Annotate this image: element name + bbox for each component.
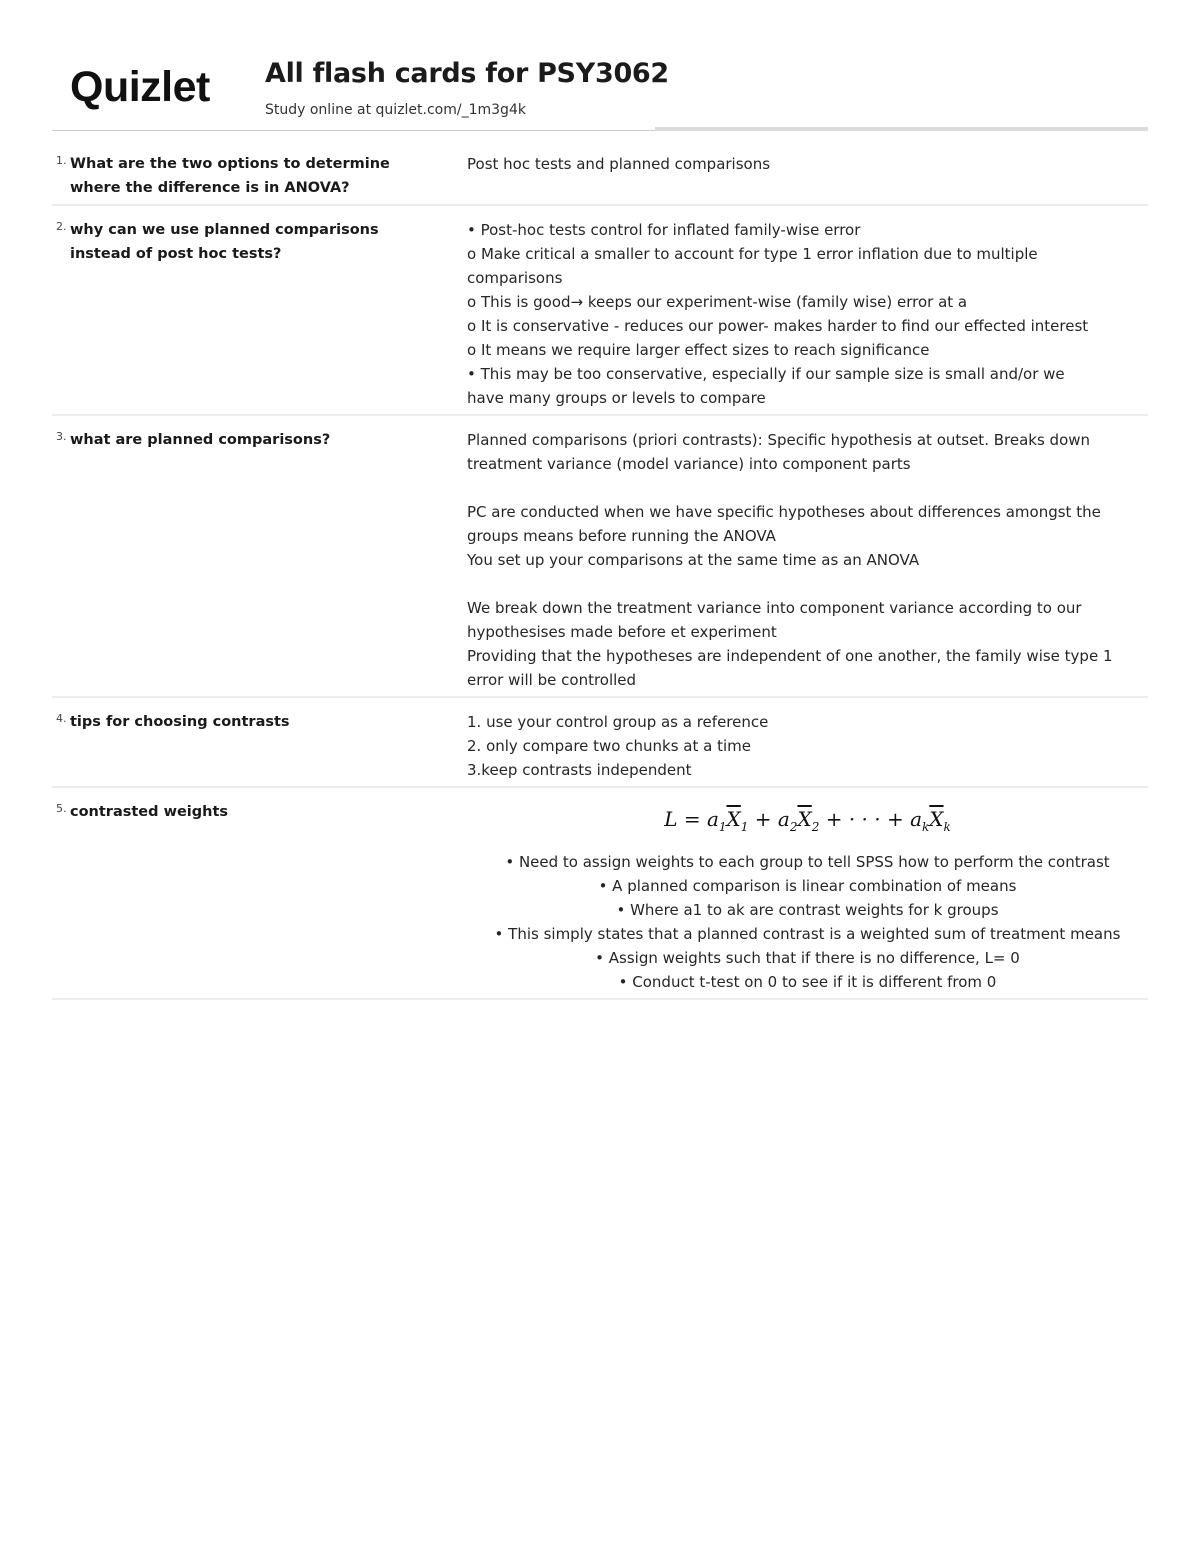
page-header	[52, 52, 1148, 130]
definition-line: Post hoc tests and planned comparisons	[467, 155, 771, 173]
definition-line: • Assign weights such that if there is no difference, L= 0	[595, 949, 1020, 967]
definition-line: • A planned comparison is linear combination of means	[598, 877, 1017, 895]
definition-line: comparisons	[467, 269, 563, 287]
contrast-formula: $L = a_1\overline{X}_1 + a_2\overline{X}_2$ + · · · + $a_k\overline{X}_k$	[664, 807, 951, 834]
card-term: what are planned comparisons?	[70, 432, 331, 448]
definition-line: o This is good→ keeps our experiment-wise (family wise) error at a	[467, 293, 968, 311]
flashcard	[52, 146, 1148, 206]
definition-line: treatment variance (model variance) into component parts	[467, 455, 911, 473]
definition-line: Planned comparisons (priori contrasts): Specific hypothesis at outset. Breaks down	[467, 431, 1091, 449]
definition-line: error will be controlled	[467, 671, 637, 689]
definition-line: • Need to assign weights to each group to tell SPSS how to perform the contrast	[505, 853, 1110, 871]
definition-line: • Conduct t-test on 0 to see if it is different from 0	[618, 973, 997, 991]
blank-line	[467, 476, 1148, 500]
definition-line: • Post-hoc tests control for inflated family-wise error	[467, 221, 861, 239]
definition-line: have many groups or levels to compare	[467, 389, 766, 407]
blank-line	[467, 572, 1148, 596]
card-definition	[467, 152, 1148, 200]
definition-line: Providing that the hypotheses are independent of one another, the family wise type 1	[467, 647, 1113, 665]
definition-line: 3.keep contrasts independent	[467, 761, 692, 779]
definition-line: • This may be too conservative, especially if our sample size is small and/or we	[467, 365, 1065, 383]
card-number: 4.	[56, 712, 67, 725]
card-number: 5.	[56, 802, 67, 815]
card-definition	[467, 710, 1148, 782]
definition-line: PC are conducted when we have specific hypotheses about differences amongst the	[467, 503, 1101, 521]
card-definition	[467, 428, 1148, 692]
flashcard	[52, 422, 1148, 698]
definition-line: o It means we require larger effect sizes to reach significance	[467, 341, 930, 359]
definition-line: We break down the treatment variance into component variance according to our	[467, 599, 1082, 617]
card-term: What are the two options to determine where the difference is in ANOVA?	[70, 156, 390, 196]
definition-line: 1. use your control group as a reference	[467, 713, 769, 731]
card-term: why can we use planned comparisons instead of post hoc tests?	[70, 222, 379, 262]
page-title: All flash cards for PSY3062	[265, 58, 669, 89]
card-number: 1.	[56, 154, 67, 167]
definition-line: • Where a1 to ak are contrast weights for k groups	[616, 901, 999, 919]
header-divider-accent	[655, 127, 1148, 131]
card-term: tips for choosing contrasts	[70, 714, 290, 730]
definition-line: • This simply states that a planned contrast is a weighted sum of treatment means	[494, 925, 1121, 943]
card-term: contrasted weights	[70, 804, 229, 820]
study-online-link-text: Study online at quizlet.com/_1m3g4k	[265, 102, 526, 118]
flashcard	[52, 704, 1148, 788]
flashcard-list	[52, 146, 1148, 1006]
card-definition	[467, 800, 1148, 994]
definition-line: o Make critical a smaller to account for type 1 error inflation due to multiple	[467, 245, 1038, 263]
definition-line: o It is conservative - reduces our power- makes harder to find our effected interest	[467, 317, 1089, 335]
definition-line: hypothesises made before et experiment	[467, 623, 777, 641]
card-number: 3.	[56, 430, 67, 443]
definition-line: groups means before running the ANOVA	[467, 527, 776, 545]
flashcard	[52, 794, 1148, 1000]
quizlet-logo: Quizlet	[70, 63, 210, 111]
card-number: 2.	[56, 220, 67, 233]
card-definition	[467, 218, 1148, 410]
definition-line: 2. only compare two chunks at a time	[467, 737, 751, 755]
flashcard	[52, 212, 1148, 416]
definition-line: You set up your comparisons at the same time as an ANOVA	[467, 551, 920, 569]
